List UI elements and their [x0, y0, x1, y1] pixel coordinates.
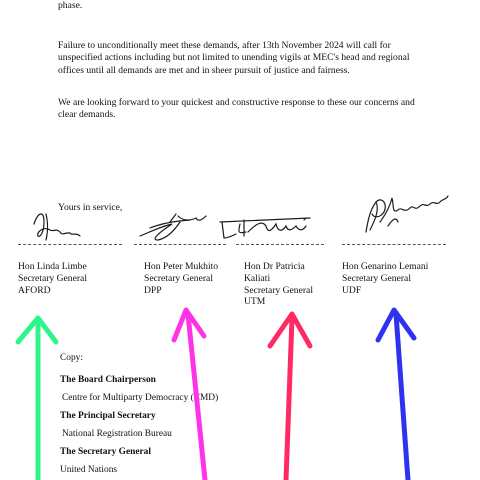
copy-recipient-2-title: The Principal Secretary — [60, 411, 156, 421]
letter-paragraph-forward: We are looking forward to your quickest and constructive response to these our concerns and clear demands. — [58, 97, 415, 121]
signatory-name: Hon Peter Mukhito — [144, 261, 219, 272]
signatory-name-line1: Hon Dr Patricia — [244, 261, 305, 272]
copy-recipient-3-org: United Nations — [60, 465, 118, 475]
copy-recipient-1-org: Centre for Multiparty Democracy (CMD) — [62, 393, 219, 403]
arrow-blue-icon — [378, 310, 414, 480]
letter-line-phase: phase. — [58, 0, 83, 11]
arrow-red-icon — [270, 314, 310, 480]
signatory-party: UTM — [244, 296, 266, 308]
arrow-green-icon — [18, 318, 56, 480]
copy-recipient-1-title: The Board Chairperson — [60, 375, 156, 385]
signatory-title: Secretary General — [18, 272, 87, 284]
signatory-name-line2: Kaliati — [244, 272, 271, 284]
copy-heading: Copy: — [60, 353, 83, 363]
letter-closing: Yours in service, — [58, 202, 123, 213]
signatory-name: Hon Genarino Lemani — [342, 261, 429, 272]
signatory-title: Secretary General — [144, 272, 213, 284]
signatory-party: DPP — [144, 284, 162, 296]
signatory-party: AFORD — [18, 284, 51, 296]
arrow-magenta-icon — [174, 310, 205, 480]
copy-recipient-3-title: The Secretary General — [60, 447, 151, 457]
signatory-party: UDF — [342, 284, 362, 296]
signatory-title: Secretary General — [244, 284, 313, 296]
signatory-title: Secretary General — [342, 272, 411, 284]
signatory-name: Hon Linda Limbe — [18, 261, 87, 272]
letter-paragraph-failure: Failure to unconditionally meet these demands, after 13th November 2024 will call for unspecified actions including but not limited to unending vigils at MEC's head and regional offices until all demands are met and in sheer pursuit of justice and fairness. — [58, 40, 410, 76]
copy-recipient-2-org: National Registration Bureau — [62, 429, 172, 439]
